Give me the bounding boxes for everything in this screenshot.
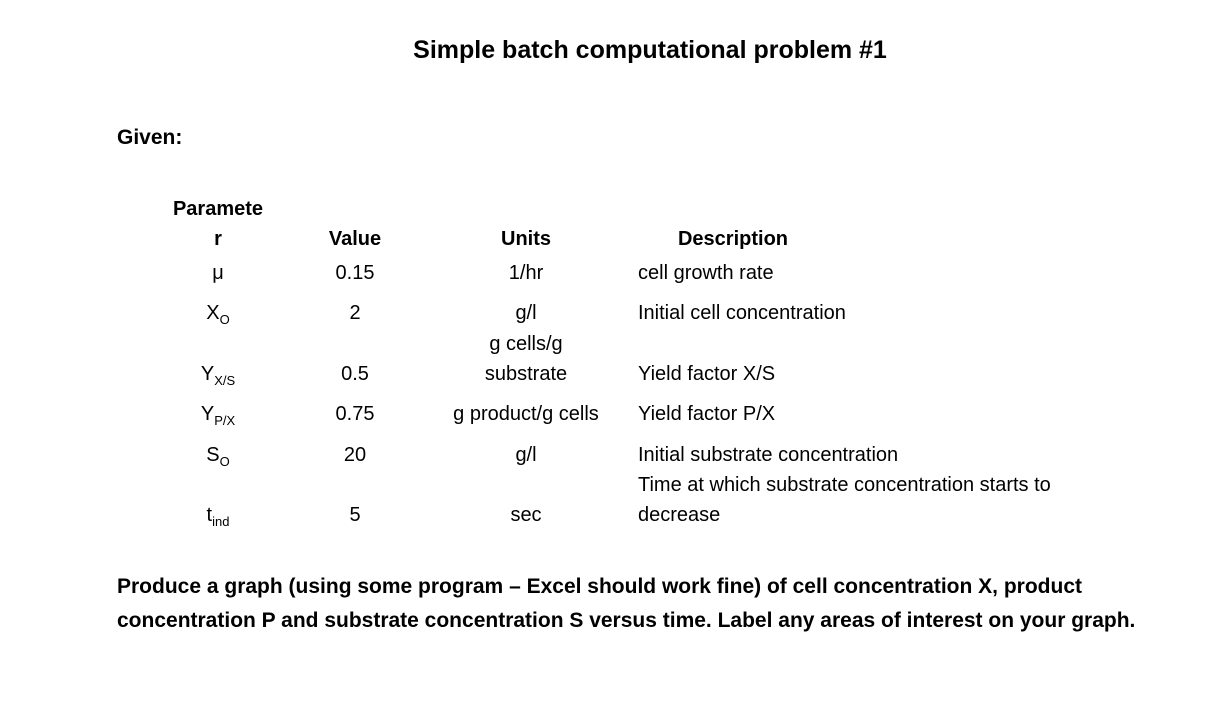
header-units: Units xyxy=(501,228,551,250)
header-parameter-line1: Paramete xyxy=(172,198,264,220)
units-mu: 1/hr xyxy=(508,262,544,284)
units-s0: g/l xyxy=(515,444,537,466)
param-symbol-yxs: $Y_{X/S}$ xyxy=(200,363,236,388)
description-yxs: Yield factor X/S xyxy=(638,363,776,385)
units-ypx: g product/g cells xyxy=(453,403,599,425)
header-value: Value xyxy=(328,228,382,250)
units-yxs-line2: substrate xyxy=(484,363,568,385)
problem-prompt: Produce a graph (using some program – Excel should work fine) of cell concentration X, product concentration P and substrate concentration S versus time. Label any areas of interest on your graph. xyxy=(117,575,1136,632)
header-parameter-line2: r xyxy=(214,228,222,250)
value-mu: 0.15 xyxy=(335,262,375,284)
param-symbol-tind: $t_{ind}$ xyxy=(206,504,230,529)
header-description: Description xyxy=(677,228,789,250)
description-tind-line2: decrease xyxy=(638,504,721,526)
units-tind: sec xyxy=(510,504,542,526)
description-mu: cell growth rate xyxy=(638,262,774,284)
param-symbol-mu: μ xyxy=(212,262,224,284)
param-symbol-s0: $S_O$ xyxy=(206,444,230,469)
value-yxs: 0.5 xyxy=(341,363,369,385)
description-ypx: Yield factor P/X xyxy=(638,403,776,425)
value-s0: 20 xyxy=(343,444,367,466)
description-x0: Initial cell concentration xyxy=(638,302,846,324)
description-s0: Initial substrate concentration xyxy=(638,444,899,466)
units-yxs-line1: g cells/g xyxy=(489,333,563,355)
param-symbol-ypx: $Y_{P/X}$ xyxy=(200,403,236,428)
param-symbol-x0: $X_O$ xyxy=(206,302,230,327)
value-x0: 2 xyxy=(349,302,361,324)
value-ypx: 0.75 xyxy=(335,403,375,425)
value-tind: 5 xyxy=(349,504,361,526)
page-title: Simple batch computational problem #1 xyxy=(413,36,887,64)
units-x0: g/l xyxy=(515,302,537,324)
given-label: Given: xyxy=(117,126,183,149)
description-tind-line1: Time at which substrate concentration starts to xyxy=(638,474,1051,496)
